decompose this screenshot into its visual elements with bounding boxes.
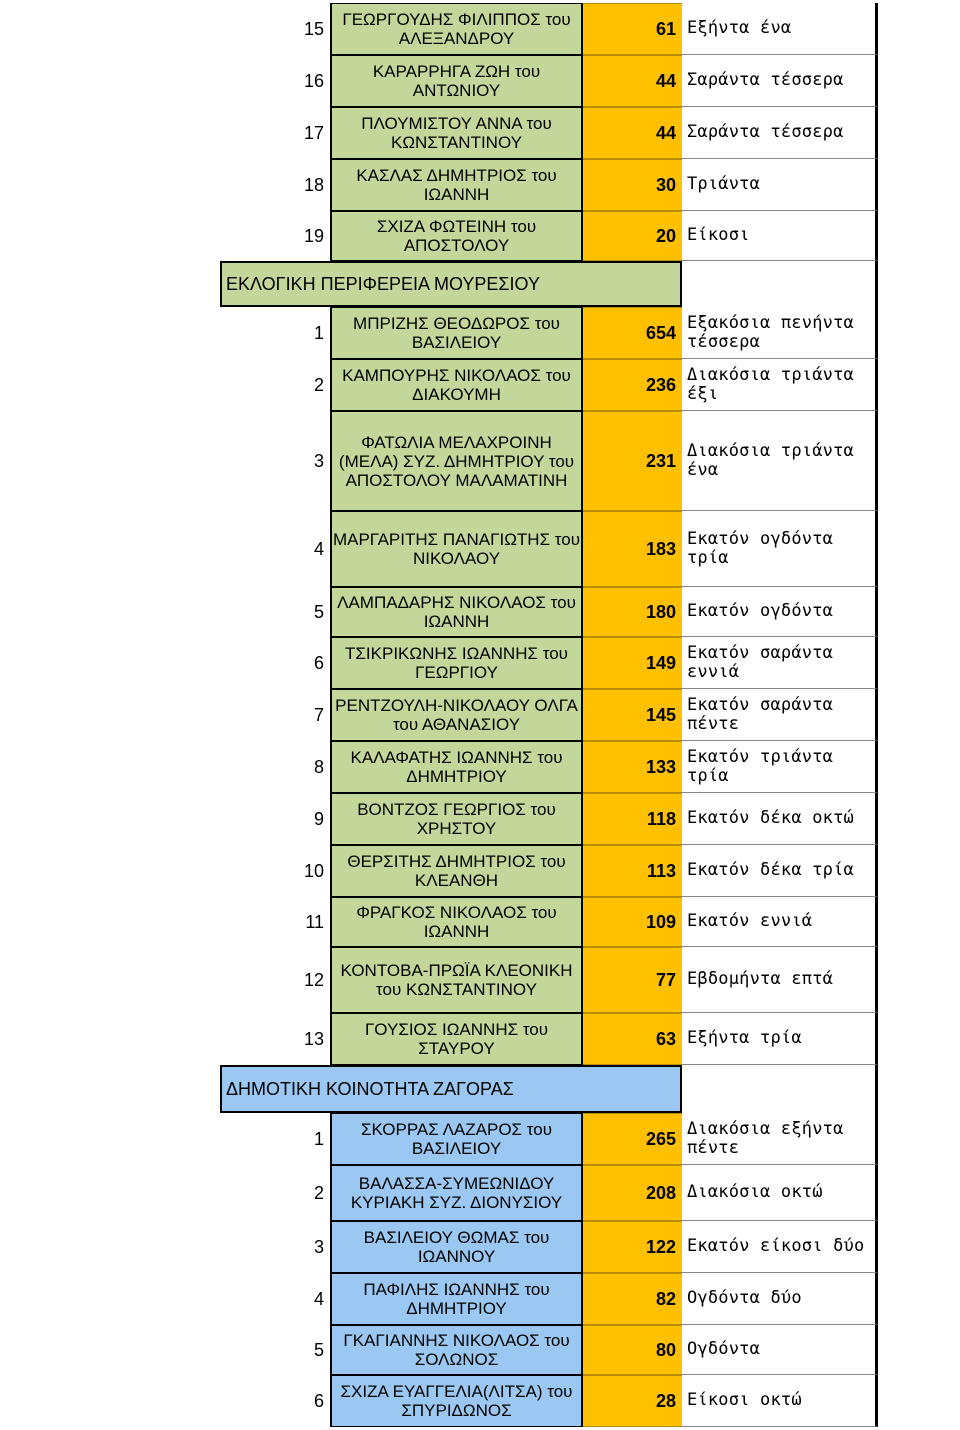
table-row — [0, 689, 960, 741]
votes-in-words: Εξήντα τρία — [682, 1013, 878, 1065]
vote-count: 77 — [583, 947, 682, 1013]
votes-in-words: Εκατόν δέκα οκτώ — [682, 793, 878, 845]
candidate-name: ΡΕΝΤΖΟΥΛΗ-ΝΙΚΟΛΑΟΥ ΟΛΓΑ του ΑΘΑΝΑΣΙΟΥ — [330, 689, 583, 741]
table-row — [0, 159, 960, 211]
vote-count: 145 — [583, 689, 682, 741]
row-number: 16 — [303, 70, 324, 91]
table-row — [0, 741, 960, 793]
candidate-name: ΓΟΥΣΙΟΣ ΙΩΑΝΝΗΣ του ΣΤΑΥΡΟΥ — [330, 1013, 583, 1065]
table-row — [0, 511, 960, 587]
row-number: 4 — [313, 1288, 324, 1309]
candidate-name: ΦΑΤΩΛΙΑ ΜΕΛΑΧΡΟΙΝΗ (ΜΕΛΑ) ΣΥΖ. ΔΗΜΗΤΡΙΟΥ του ΑΠΟΣΤΟΛΟΥ ΜΑΛΑΜΑΤΙΝΗ — [330, 411, 583, 511]
row-number: 8 — [313, 756, 324, 777]
candidate-name: ΛΑΜΠΑΔΑΡΗΣ ΝΙΚΟΛΑΟΣ του ΙΩΑΝΝΗ — [330, 587, 583, 637]
row-number: 15 — [303, 18, 324, 39]
votes-in-words: Εκατόν εννιά — [682, 897, 878, 947]
votes-in-words: Διακόσια τριάντα έξι — [682, 359, 878, 411]
row-number: 10 — [303, 860, 324, 881]
row-number: 12 — [303, 969, 324, 990]
row-number: 17 — [303, 122, 324, 143]
votes-in-words: Διακόσια οκτώ — [682, 1165, 878, 1221]
votes-in-words: Εξήντα ένα — [682, 3, 878, 55]
vote-count: 180 — [583, 587, 682, 637]
row-number: 7 — [313, 704, 324, 725]
row-number: 6 — [313, 1390, 324, 1411]
candidate-name: ΓΕΩΡΓΟΥΔΗΣ ΦΙΛΙΠΠΟΣ του ΑΛΕΞΑΝΔΡΟΥ — [330, 3, 583, 55]
vote-count: 149 — [583, 637, 682, 689]
vote-count: 208 — [583, 1165, 682, 1221]
votes-in-words: Ογδόντα — [682, 1325, 878, 1375]
candidate-name: ΜΠΡΙΖΗΣ ΘΕΟΔΩΡΟΣ του ΒΑΣΙΛΕΙΟΥ — [330, 307, 583, 359]
table-row — [0, 1273, 960, 1325]
candidate-name: ΚΟΝΤΟΒΑ-ΠΡΩΪΑ ΚΛΕΟΝΙΚΗ του ΚΩΝΣΤΑΝΤΙΝΟΥ — [330, 947, 583, 1013]
vote-count: 28 — [583, 1375, 682, 1427]
candidate-name: ΣΧΙΖΑ ΦΩΤΕΙΝΗ του ΑΠΟΣΤΟΛΟΥ — [330, 211, 583, 261]
vote-count: 61 — [583, 3, 682, 55]
votes-in-words: Εκατόν είκοσι δύο — [682, 1221, 878, 1273]
candidate-name: ΚΑΡΑΡΡΗΓΑ ΖΩΗ του ΑΝΤΩΝΙΟΥ — [330, 55, 583, 107]
votes-in-words: Εκατόν ογδόντα τρία — [682, 511, 878, 587]
section-header-spacer — [682, 1065, 878, 1113]
vote-count: 183 — [583, 511, 682, 587]
votes-in-words: Εκατόν τριάντα τρία — [682, 741, 878, 793]
candidate-name: ΒΑΛΑΣΣΑ-ΣΥΜΕΩΝΙΔΟΥ ΚΥΡΙΑΚΗ ΣΥΖ. ΔΙΟΝΥΣΙΟΥ — [330, 1165, 583, 1221]
vote-count: 30 — [583, 159, 682, 211]
table-row — [0, 307, 960, 359]
candidate-name: ΒΑΣΙΛΕΙΟΥ ΘΩΜΑΣ του ΙΩΑΝΝΟΥ — [330, 1221, 583, 1273]
row-number: 1 — [313, 1128, 324, 1149]
vote-count: 118 — [583, 793, 682, 845]
table-row — [0, 211, 960, 261]
row-number: 18 — [303, 174, 324, 195]
table-row — [0, 1113, 960, 1165]
row-number: 13 — [303, 1028, 324, 1049]
candidate-name: ΚΑΛΑΦΑΤΗΣ ΙΩΑΝΝΗΣ του ΔΗΜΗΤΡΙΟΥ — [330, 741, 583, 793]
row-number: 5 — [313, 601, 324, 622]
votes-in-words: Τριάντα — [682, 159, 878, 211]
vote-count: 44 — [583, 55, 682, 107]
row-number: 1 — [313, 322, 324, 343]
table-row — [0, 1013, 960, 1065]
candidate-name: ΠΑΦΙΛΗΣ ΙΩΑΝΝΗΣ του ΔΗΜΗΤΡΙΟΥ — [330, 1273, 583, 1325]
vote-count: 63 — [583, 1013, 682, 1065]
table-row — [0, 3, 960, 55]
row-number: 2 — [313, 374, 324, 395]
vote-count: 20 — [583, 211, 682, 261]
table-row — [0, 411, 960, 511]
section-header-spacer — [682, 261, 878, 307]
votes-in-words: Σαράντα τέσσερα — [682, 55, 878, 107]
votes-in-words: Είκοσι οκτώ — [682, 1375, 878, 1427]
vote-count: 654 — [583, 307, 682, 359]
row-number: 5 — [313, 1339, 324, 1360]
vote-count: 113 — [583, 845, 682, 897]
candidate-name: ΤΣΙΚΡΙΚΩΝΗΣ ΙΩΑΝΝΗΣ του ΓΕΩΡΓΙΟΥ — [330, 637, 583, 689]
row-number: 9 — [313, 808, 324, 829]
table-row — [0, 107, 960, 159]
vote-count: 265 — [583, 1113, 682, 1165]
candidate-name: ΚΑΣΛΑΣ ΔΗΜΗΤΡΙΟΣ του ΙΩΑΝΝΗ — [330, 159, 583, 211]
row-number: 2 — [313, 1182, 324, 1203]
vote-count: 122 — [583, 1221, 682, 1273]
votes-in-words: Εκατόν σαράντα πέντε — [682, 689, 878, 741]
candidate-name: ΓΚΑΓΙΑΝΝΗΣ ΝΙΚΟΛΑΟΣ του ΣΟΛΩΝΟΣ — [330, 1325, 583, 1375]
votes-in-words: Εκατόν σαράντα εννιά — [682, 637, 878, 689]
candidate-name: ΣΚΟΡΡΑΣ ΛΑΖΑΡΟΣ του ΒΑΣΙΛΕΙΟΥ — [330, 1113, 583, 1165]
row-number: 3 — [313, 1236, 324, 1257]
votes-in-words: Εβδομήντα επτά — [682, 947, 878, 1013]
table-row — [0, 55, 960, 107]
vote-count: 82 — [583, 1273, 682, 1325]
votes-in-words: Διακόσια εξήντα πέντε — [682, 1113, 878, 1165]
candidate-name: ΦΡΑΓΚΟΣ ΝΙΚΟΛΑΟΣ του ΙΩΑΝΝΗ — [330, 897, 583, 947]
candidate-name: ΒΟΝΤΖΟΣ ΓΕΩΡΓΙΟΣ του ΧΡΗΣΤΟΥ — [330, 793, 583, 845]
table-row — [0, 587, 960, 637]
table-row — [0, 845, 960, 897]
table-row — [0, 1375, 960, 1427]
votes-in-words: Εξακόσια πενήντα τέσσερα — [682, 307, 878, 359]
candidate-name: ΣΧΙΖΑ ΕΥΑΓΓΕΛΙΑ(ΛΙΤΣΑ) του ΣΠΥΡΙΔΩΝΟΣ — [330, 1375, 583, 1427]
table-row — [0, 793, 960, 845]
table-row — [0, 897, 960, 947]
table-row — [0, 1221, 960, 1273]
votes-in-words: Είκοσι — [682, 211, 878, 261]
row-number: 11 — [305, 911, 324, 932]
row-number: 3 — [313, 450, 324, 471]
vote-count: 236 — [583, 359, 682, 411]
votes-in-words: Διακόσια τριάντα ένα — [682, 411, 878, 511]
vote-count: 80 — [583, 1325, 682, 1375]
table-row — [0, 947, 960, 1013]
vote-count: 44 — [583, 107, 682, 159]
vote-count: 109 — [583, 897, 682, 947]
section-header: ΕΚΛΟΓΙΚΗ ΠΕΡΙΦΕΡΕΙΑ ΜΟΥΡΕΣΙΟΥ — [220, 261, 682, 307]
table-row — [0, 1325, 960, 1375]
votes-in-words: Εκατόν ογδόντα — [682, 587, 878, 637]
table-row — [0, 359, 960, 411]
candidate-name: ΘΕΡΣΙΤΗΣ ΔΗΜΗΤΡΙΟΣ του ΚΛΕΑΝΘΗ — [330, 845, 583, 897]
votes-in-words: Ογδόντα δύο — [682, 1273, 878, 1325]
candidate-name: ΚΑΜΠΟΥΡΗΣ ΝΙΚΟΛΑΟΣ του ΔΙΑΚΟΥΜΗ — [330, 359, 583, 411]
votes-in-words: Εκατόν δέκα τρία — [682, 845, 878, 897]
row-number: 4 — [313, 538, 324, 559]
row-number: 19 — [303, 225, 324, 246]
candidate-name: ΠΛΟΥΜΙΣΤΟΥ ΑΝΝΑ του ΚΩΝΣΤΑΝΤΙΝΟΥ — [330, 107, 583, 159]
vote-count: 133 — [583, 741, 682, 793]
section-header: ΔΗΜΟΤΙΚΗ ΚΟΙΝΟΤΗΤΑ ΖΑΓΟΡΑΣ — [220, 1065, 682, 1113]
votes-in-words: Σαράντα τέσσερα — [682, 107, 878, 159]
candidate-name: ΜΑΡΓΑΡΙΤΗΣ ΠΑΝΑΓΙΩΤΗΣ του ΝΙΚΟΛΑΟΥ — [330, 511, 583, 587]
table-row — [0, 1165, 960, 1221]
table-row — [0, 637, 960, 689]
vote-count: 231 — [583, 411, 682, 511]
row-number: 6 — [313, 652, 324, 673]
